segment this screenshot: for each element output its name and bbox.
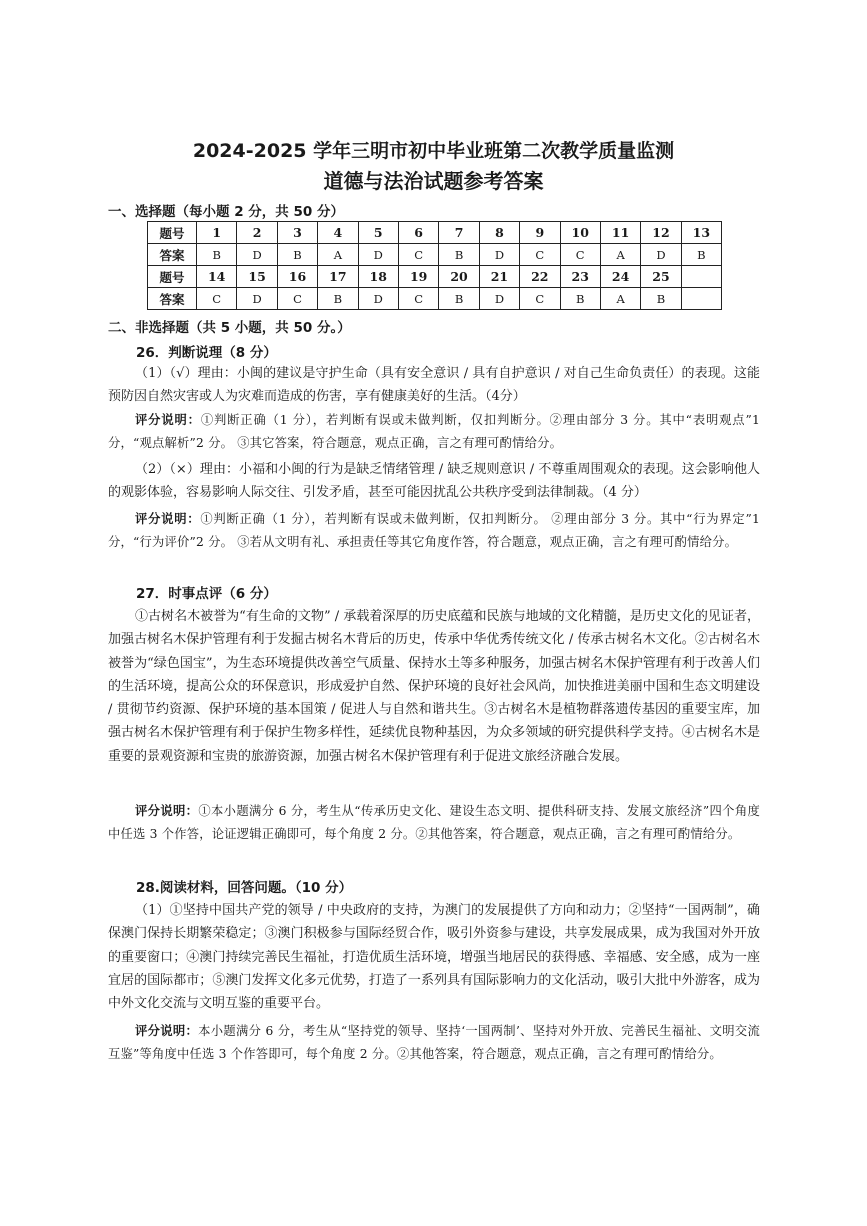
answer-cell: B [439, 244, 479, 266]
question-number: 6 [398, 222, 438, 244]
table-row [148, 266, 722, 288]
answer-cell: B [439, 288, 479, 310]
answer-cell: B [641, 288, 681, 310]
answer-cell: D [237, 288, 277, 310]
answer-cell: A [600, 288, 640, 310]
question-number: 3 [277, 222, 317, 244]
question-number: 17 [318, 266, 358, 288]
scoring-text: ①判断正确（1 分），若判断有误或未做判断，仅扣判断分。 ②理由部分 3 分。其中“行为界定”1 分，“行为评价”2 分。 ③若从文明有礼、承担责任等其它角度作答，符合题意，观点正确，言之有理可酌情给分。 [108, 512, 760, 550]
scoring-label: 评分说明： [135, 804, 199, 818]
answer-cell: C [197, 288, 237, 310]
question-number: 11 [600, 222, 640, 244]
question-number: 14 [197, 266, 237, 288]
q26-answer-1: （1）（√）理由：小闽的建议是守护生命（具有安全意识 / 具有自护意识 / 对自己生命负责任）的表现。这能预防因自然灾害或人为灾难而造成的伤害，享有健康美好的生活。（4分） [108, 366, 760, 405]
answer-cell: D [358, 288, 398, 310]
question-number: 19 [398, 266, 438, 288]
question-number: 5 [358, 222, 398, 244]
q27-answer: ①古树名木被誉为“有生命的文物” / 承载着深厚的历史底蕴和民族与地域的文化精髓，是历史文化的见证者，加强古树名木保护管理有利于发掘古树名木背后的历史，传承中华优秀传统文化 / 传承古树名木文化。②古树名木被誉为“绿色国宝”，为生态环境提供改善空气质量、保持水土等多种服务，加强古树名木保护管理有利于改善人们的生活环境，提高公众的环保意识，形成爱护自然、保护环境的良好社会风尚，加快推进美丽中国和生态文明建设 / 贯彻节约资源、保护环境的基本国策 / 促进人与自然和谐共生。③古树名木是植物群落遗传基因的重要宝库，加强古树名木保护管理有利于保护生物多样性，延续优良物种基因，为众多领域的研究提供科学支持。④古树名木是重要的景观资源和宝贵的旅游资源，加强古树名木保护管理有利于促进文旅经济融合发展。 [108, 609, 760, 764]
answer-cell: C [398, 288, 438, 310]
question-number: 24 [600, 266, 640, 288]
scoring-label: 评分说明： [135, 512, 201, 526]
answer-cell: D [358, 244, 398, 266]
scoring-text: ①判断正确（1 分），若判断有误或未做判断，仅扣判断分。②理由部分 3 分。其中“表明观点”1 分，“观点解析”2 分。 ③其它答案，符合题意，观点正确，言之有理可酌情给分。 [108, 413, 760, 451]
table-row [148, 244, 722, 266]
answer-cell: D [479, 288, 519, 310]
q26-answer-2: （2）（×）理由：小福和小闽的行为是缺乏情绪管理 / 缺乏规则意识 / 不尊重周围观众的表现。这会影响他人的观影体验，容易影响人际交往、引发矛盾，甚至可能因扰乱公共秩序受到法律制裁。（4 分） [108, 462, 760, 501]
q28-answer-1: （1）①坚持中国共产党的领导 / 中央政府的支持，为澳门的发展提供了方向和动力；②坚持“一国两制”，确保澳门保持长期繁荣稳定；③澳门积极参与国际经贸合作，吸引外资参与建设，共享发展成果，成为我国对外开放的重要窗口；④澳门持续完善民生福祉，打造优质生活环境，增强当地居民的获得感、幸福感、安全感，成为一座宜居的国际都市；⑤澳门发挥文化多元优势，打造了一系列具有国际影响力的文化活动，吸引大批中外游客，成为中外文化交流与文明互鉴的重要平台。 [108, 903, 760, 1012]
scoring-text: 本小题满分 6 分，考生从“坚持党的领导、坚持‘一国两制’、坚持对外开放、完善民生福祉、文明交流互鉴”等角度中任选 3 个作答即可，每个角度 2 分。②其他答案，符合题意，观点正确，言之有理可酌情给分。 [108, 1024, 760, 1062]
question-number [681, 266, 721, 288]
row-label-number: 题号 [148, 266, 197, 288]
question-number: 22 [520, 266, 560, 288]
question-number: 18 [358, 266, 398, 288]
question-number: 25 [641, 266, 681, 288]
row-label-answer: 答案 [148, 244, 197, 266]
answer-cell: B [560, 288, 600, 310]
answer-cell: A [600, 244, 640, 266]
q26-heading: 26．判断说理（8 分） [136, 345, 277, 361]
question-number: 16 [277, 266, 317, 288]
q26-scoring-note-1 [108, 409, 760, 456]
question-number: 10 [560, 222, 600, 244]
answer-cell: B [318, 288, 358, 310]
answer-cell [681, 288, 721, 310]
answer-cell: C [398, 244, 438, 266]
scoring-text: ①本小题满分 6 分，考生从“传承历史文化、建设生态文明、提供科研支持、发展文旅经济”四个角度中任选 3 个作答，论证逻辑正确即可，每个角度 2 分。②其他答案，符合题意，观点正确，言之有理可酌情给分。 [108, 804, 760, 842]
answer-cell: B [681, 244, 721, 266]
answer-cell: C [560, 244, 600, 266]
answer-cell: C [520, 244, 560, 266]
q27-heading: 27．时事点评（6 分） [136, 586, 277, 602]
answer-cell: D [641, 244, 681, 266]
question-number: 8 [479, 222, 519, 244]
answer-cell: C [520, 288, 560, 310]
question-number: 21 [479, 266, 519, 288]
section-choice-heading: 一、选择题（每小题 2 分，共 50 分） [108, 204, 344, 220]
question-number: 13 [681, 222, 721, 244]
answer-cell: A [318, 244, 358, 266]
question-number: 15 [237, 266, 277, 288]
q28-scoring-note [108, 1020, 760, 1067]
exam-subtitle: 道德与法治试题参考答案 [323, 169, 544, 193]
question-number: 12 [641, 222, 681, 244]
answer-cell: B [277, 244, 317, 266]
q26-scoring-note-2 [108, 508, 760, 555]
answer-cell: D [237, 244, 277, 266]
question-number: 1 [197, 222, 237, 244]
q27-scoring-note [108, 800, 760, 847]
question-number: 20 [439, 266, 479, 288]
question-number: 9 [520, 222, 560, 244]
question-number: 2 [237, 222, 277, 244]
section-nonchoice-heading: 二、非选择题（共 5 小题，共 50 分。） [108, 320, 351, 336]
table-row [148, 222, 722, 244]
question-number: 4 [318, 222, 358, 244]
table-row [148, 288, 722, 310]
scoring-label: 评分说明： [135, 413, 201, 427]
exam-title: 2024-2025 学年三明市初中毕业班第二次教学质量监测 [192, 140, 675, 162]
answer-cell: B [197, 244, 237, 266]
row-label-answer: 答案 [148, 288, 197, 310]
question-number: 23 [560, 266, 600, 288]
q28-heading: 28.阅读材料，回答问题。（10 分） [136, 880, 353, 896]
answer-cell: D [479, 244, 519, 266]
row-label-number: 题号 [148, 222, 197, 244]
question-number: 7 [439, 222, 479, 244]
answer-cell: C [277, 288, 317, 310]
scoring-label: 评分说明： [135, 1024, 199, 1038]
answer-table [147, 221, 722, 310]
